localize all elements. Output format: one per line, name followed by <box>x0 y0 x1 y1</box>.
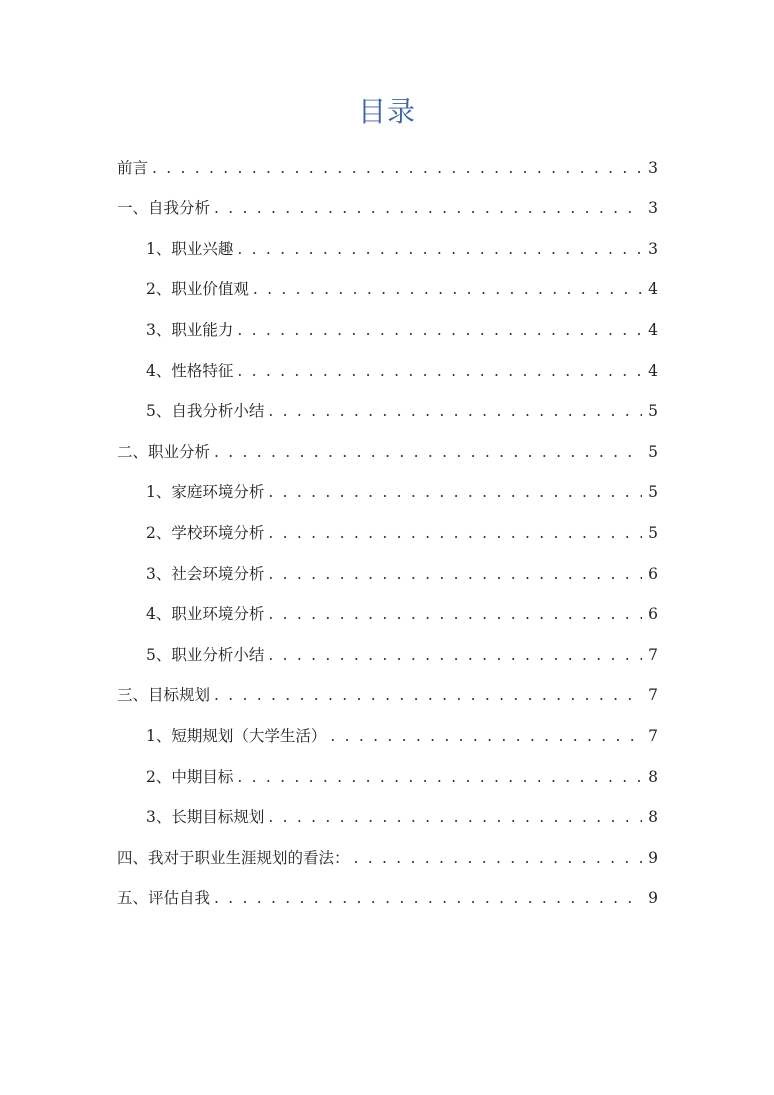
toc-page-number: 4 <box>648 361 658 380</box>
toc-dot-leader <box>152 154 642 182</box>
toc-page-number: 5 <box>648 402 658 421</box>
toc-dot-leader <box>214 681 642 709</box>
toc-dot-leader <box>268 641 642 669</box>
toc-page-number: 4 <box>648 320 658 339</box>
toc-entry-label: 2、职业价值观 <box>146 280 249 299</box>
toc-dot-leader <box>237 763 642 791</box>
toc-entry[interactable] <box>117 628 658 669</box>
toc-entry-label: 1、职业兴趣 <box>146 239 234 258</box>
toc-entry[interactable] <box>117 222 658 263</box>
toc-entry[interactable] <box>117 791 658 832</box>
toc-entry[interactable] <box>117 547 658 588</box>
toc-dot-leader <box>214 884 642 912</box>
toc-page-number: 3 <box>648 199 658 218</box>
toc-entry[interactable] <box>117 872 658 913</box>
toc-page-number: 5 <box>648 483 658 502</box>
toc-entry-label: 一、自我分析 <box>117 199 211 218</box>
toc-entry[interactable] <box>117 182 658 223</box>
toc-page-number: 7 <box>648 686 658 705</box>
toc-dot-leader <box>237 235 642 263</box>
toc-entry[interactable] <box>117 263 658 304</box>
toc-dot-leader <box>253 275 642 303</box>
toc-entry[interactable] <box>117 385 658 426</box>
toc-page-number: 3 <box>648 239 658 258</box>
toc-entry-label: 1、短期规划（大学生活） <box>146 726 327 745</box>
toc-page-number: 9 <box>648 848 658 867</box>
toc-page-number: 6 <box>648 605 658 624</box>
toc-entry-label: 5、自我分析小结 <box>146 402 265 421</box>
toc-page-number: 8 <box>648 808 658 827</box>
toc-page-number: 9 <box>648 889 658 908</box>
toc-entry[interactable] <box>117 344 658 385</box>
page-title: 目录 <box>357 95 416 128</box>
toc-entry-label: 2、学校环境分析 <box>146 523 265 542</box>
toc-page-number: 6 <box>648 564 658 583</box>
toc-entry[interactable] <box>117 141 658 182</box>
toc-dot-leader <box>354 844 642 872</box>
toc-page-number: 7 <box>648 726 658 745</box>
toc-entry-label: 二、职业分析 <box>117 442 211 461</box>
toc-page-number: 5 <box>648 442 658 461</box>
toc-page-number: 5 <box>648 523 658 542</box>
toc-entry-label: 3、长期目标规划 <box>146 808 265 827</box>
toc-entry[interactable] <box>117 831 658 872</box>
toc-dot-leader <box>214 438 642 466</box>
toc-entry[interactable] <box>117 588 658 629</box>
toc-entry-label: 前言 <box>117 158 149 177</box>
toc-dot-leader <box>268 519 642 547</box>
toc-dot-leader <box>268 803 642 831</box>
toc-dot-leader <box>237 316 642 344</box>
table-of-contents <box>117 141 658 912</box>
toc-entry[interactable] <box>117 506 658 547</box>
toc-entry[interactable] <box>117 750 658 791</box>
toc-entry-label: 3、职业能力 <box>146 320 234 339</box>
toc-entry-label: 3、社会环境分析 <box>146 564 265 583</box>
toc-page-number: 4 <box>648 280 658 299</box>
toc-entry-label: 1、家庭环境分析 <box>146 483 265 502</box>
toc-dot-leader <box>268 478 642 506</box>
toc-page-number: 3 <box>648 158 658 177</box>
toc-entry[interactable] <box>117 303 658 344</box>
toc-page-number: 8 <box>648 767 658 786</box>
toc-dot-leader <box>268 397 642 425</box>
toc-dot-leader <box>237 357 642 385</box>
toc-dot-leader <box>330 722 642 750</box>
toc-entry-label: 4、职业环境分析 <box>146 605 265 624</box>
toc-entry[interactable] <box>117 709 658 750</box>
toc-entry-label: 2、中期目标 <box>146 767 234 786</box>
toc-dot-leader <box>268 600 642 628</box>
toc-entry-label: 五、评估自我 <box>117 889 211 908</box>
toc-entry-label: 四、我对于职业生涯规划的看法： <box>117 848 350 867</box>
toc-entry-label: 三、目标规划 <box>117 686 211 705</box>
toc-page-number: 7 <box>648 645 658 664</box>
toc-dot-leader <box>214 194 642 222</box>
toc-entry-label: 4、性格特征 <box>146 361 234 380</box>
toc-entry-label: 5、职业分析小结 <box>146 645 265 664</box>
toc-entry[interactable] <box>117 669 658 710</box>
toc-entry[interactable] <box>117 466 658 507</box>
toc-entry[interactable] <box>117 425 658 466</box>
toc-dot-leader <box>268 560 642 588</box>
